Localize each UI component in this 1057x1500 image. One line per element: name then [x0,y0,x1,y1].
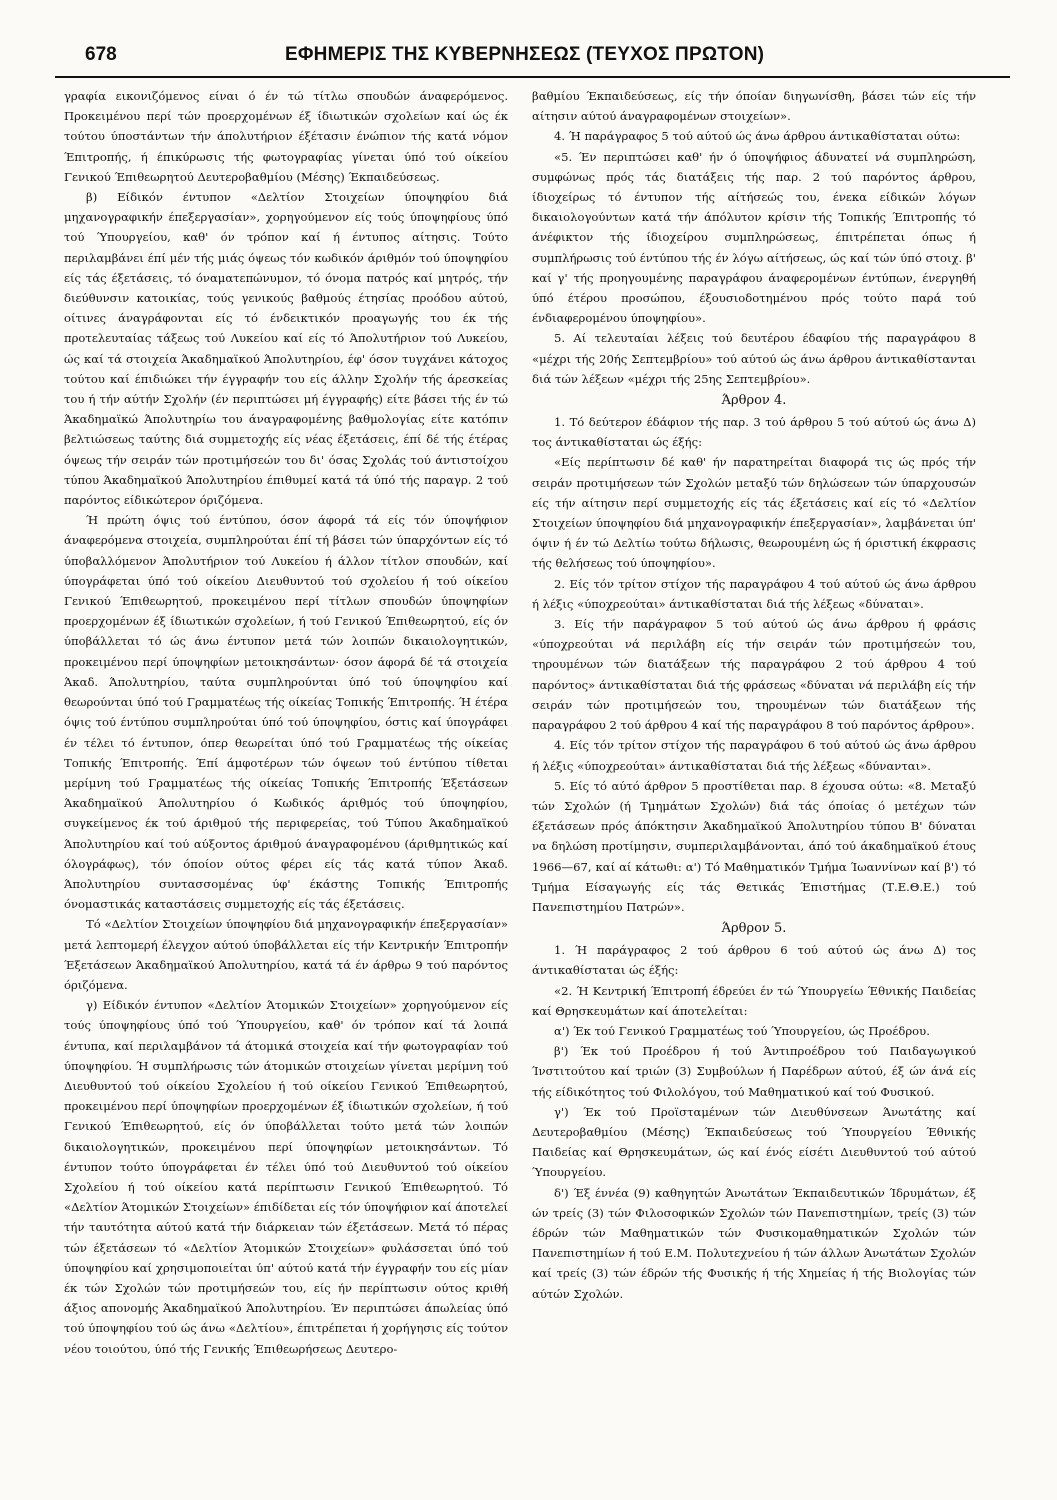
article-heading: Άρθρον 4. [721,393,787,409]
paragraph: 2. Είς τόν τρίτον στίχον τής παραγράφου 4 τού αύτού ώς άνω άρθρου ή λέξις «ύποχρεούται» άντικαθίσταται διά τής λέξεως «δύναται». [532,576,976,611]
paragraph: 1. Ή παράγραφος 2 τού άρθρου 6 τού αύτού ώς άνω Δ) τος άντικαθίσταται ώς έξής: [532,943,976,978]
paragraph: γ) Είδικόν έντυπον «Δελτίον Άτομικών Στοιχείων» χορηγούμενον είς τούς ύποψηφίους ύπό τού Ύπουργείου, καθ' όν τρόπον καί τά λοιπά έντυπα, καί περιλαμβάνον τά άτομικά στοιχεία καί τήν φωτογραφίαν τού ύποψηφίου. Ή συμπλήρωσις τών άτομικών στοιχείων γίνεται μερίμνη τού Διευθυντού τού οίκείου Σχολείου ή τού οίκείου Γενικού Έπιθεωρητού, προκειμένου περί ύποψηφίων προερχομένων έξ ίδιωτικών σχολείων, ή τού Γενικού Έπιθεωρητού, είς όν ύποβάλλεται τούτο μετά τών λοιπών δικαιολογητικών, προκειμένου περί ύποψηφίων μετοικησάντων. Τό έντυπον τούτο ύπογράφεται έν τέλει ύπό τού Διευθυντού τού οίκείου Σχολείου ή τού οίκείου κατά περίπτωσιν Γενικού Έπιθεωρητού. Τό «Δελτίον Άτομικών Στοιχείων» έπιδίδεται είς τόν ύποψήφιον καί άποτελεί τήν ταυτότητα αύτού κατά τήν διάρκειαν τών έξετάσεων. Μετά τό πέρας τών έξετάσεων τό «Δελτίον Άτομικών Στοιχείων» φυλάσσεται ύπό τού ύποψηφίου καί χρησιμοποιείται ύπ' αύτού κατά τήν έγγραφήν του είς μίαν έκ τών Σχολών τών προτιμήσεών του, είς ήν περίπτωσιν ούτος κριθή άξιος απονομής Άκαδημαϊκού Άπολυτηρίου. Έν περιπτώσει άπωλείας ύπό τού ύποψηφίου τού ώς άνω «Δελτίου», έπιτρέπεται ή χορήγησις είς τούτον νέου τοιούτου, ύπό τής Γενικής Έπιθεωρήσεως Δευτερο- [64,998,508,1356]
paragraph: 1. Τό δεύτερον έδάφιον τής παρ. 3 τού άρθρου 5 τού αύτού ώς άνω Δ) τος άντικαθίσταται ώς έξής: [532,415,976,450]
paragraph: «Είς περίπτωσιν δέ καθ' ήν παρατηρείται διαφορά τις ώς πρός τήν σειράν προτιμήσεων τών Σχολών μεταξύ τών δηλώσεων τών ύπαρχουσών είς τήν αίτησιν περί συμμετοχής είς τάς έξετάσεις καί είς τό «Δελτίον Στοιχείων ύποψηφίου διά μηχανογραφικήν έπεξεργασίαν», λαμβάνεται ύπ' όψιν ή έν τώ Δελτίω τούτω δήλωσις, θεωρουμένη ώς ή όριστική έκφρασις τής θελήσεως τού ύποψηφίου». [532,455,976,571]
paragraph: β') Έκ τού Προέδρου ή τού Άντιπροέδρου τού Παιδαγωγικού Ίνστιτούτου καί τριών (3) Συμβούλων ή Παρέδρων αύτού, έξ ών άνά είς τής είδικότητος τού Φιλολόγου, τού Μαθηματικού καί τού Φυσικού. [532,1044,976,1099]
article-heading: Άρθρον 5. [721,921,787,937]
paragraph: Ή πρώτη όψις τού έντύπου, όσον άφορά τά είς τόν ύποψήφιον άναφερόμενα στοιχεία, συμπληρούται έπί τή βάσει τών ύπαρχόντων είς τό ύποβαλλόμενον Άπολυτήριον τού Λυκείου ή άλλον τίτλον σπουδών, καί ύπογράφεται ύπό τού οίκείου Διευθυντού τού σχολείου ή τού οίκείου Γενικού Έπιθεωρητού, προκειμένου περί τίτλων σπουδών ύποψηφίων προερχομένων έξ ίδιωτικών σχολείων, ή τού Γενικού Έπιθεωρητού, είς όν ύποβάλλεται τό ώς άνω έντυπον μετά τών λοιπών δικαιολογητικών, προκειμένου περί ύποψηφίων μετοικησάντων· όσον άφορά δέ τά στοιχεία Άκαδ. Άπολυτηρίου, ταύτα συμπληρούνται ύπό τού ύποψηφίου καί θεωρούνται ύπό τού Γραμματέως τής οίκείας Τοπικής Έπιτροπής. Ή έτέρα όψις τού έντύπου συμπληρούται ύπό τού ύποψηφίου, όστις καί ύπογράφει έν τέλει τό έντυπον, όπερ θεωρείται ύπό τού Γραμματέως τής οίκείας Τοπικής Έπιτροπής. Έπί άμφοτέρων τών όψεων τού έντύπου τίθεται μερίμνη τού Γραμματέως τής οίκείας Τοπικής Έπιτροπής Έξετάσεων Άκαδημαϊκού Άπολυτηρίου ό Κωδικός άριθμός τού ύποψηφίου, συγκείμενος έκ τού άριθμού τής περιφερείας, τού Τύπου Άκαδημαϊκού Άπολυτηρίου καί τού αύξοντος άριθμού άναγραφομένου (άριθμητικώς καί όλογράφως), τόν όποίον ούτος φέρει είς τάς κατά τύπον Άκαδ. Άπολυτηρίου συντασσομένας ύφ' έκάστης Τοπικής Έπιτροπής όνομαστικάς καταστάσεις συμμετοχής είς τάς έξετάσεις. [64,513,508,912]
paragraph: γραφία εικονιζόμενος είναι ό έν τώ τίτλω σπουδών άναφερόμενος. Προκειμένου περί τών προερχομένων έξ ίδιωτικών σχολείων καί ώς έκ τούτου ύποστάντων τήν άπολυτήριον έξέτασιν ένώπιον τής κατά νόμον Έπιτροπής, ή έπικύρωσις τής φωτογραφίας γίνεται ύπό τού οίκείου Γενικού Έπιθεωρητού Δευτεροβαθμίου (Μέσης) Έκπαιδεύσεως. [64,89,508,184]
left-column [64,86,508,1486]
paragraph: 5. Είς τό αύτό άρθρον 5 προστίθεται παρ. 8 έχουσα ούτω: «8. Μεταξύ τών Σχολών (ή Τμημάτων Σχολών) διά τάς όποίας ό μετέχων τών έξετάσεων πρός άπόκτησιν Άκαδημαϊκού Άπολυτηρίου τύπου Β' δύναται να δηλώση προτίμησιν, συμπεριλαμβάνονται, άπό τού άκαδημαϊκού έτους 1966—67, καί αί κάτωθι: α') Τό Μαθηματικόν Τμήμα Ίωαννίνων καί β') τό Τμήμα Είσαγωγής είς τάς Θετικάς Έπιστήμας (Τ.Ε.Θ.Ε.) τού Πανεπιστημίου Πατρών». [532,778,976,914]
page-header [55,40,1010,78]
right-column [532,86,976,1486]
paragraph: 4. Ή παράγραφος 5 τού αύτού ώς άνω άρθρου άντικαθίσταται ούτω: [554,129,961,144]
paragraph: 4. Είς τόν τρίτον στίχον τής παραγράφου 6 τού αύτού ώς άνω άρθρου ή λέξις «ύποχρεούται» άντικαθίσταται διά τής λέξεως «δύνανται». [532,738,976,773]
page-number: 678 [85,44,117,65]
paragraph: α') Έκ τού Γενικού Γραμματέως τού Ύπουργείου, ώς Προέδρου. [554,1023,930,1038]
paragraph: 3. Είς τήν παράγραφον 5 τού αύτού ώς άνω άρθρου ή φράσις «ύποχρεούται νά περιλάβη είς τήν σειράν τών προτιμήσεών του, τηρουμένων τών διατάξεων τής παραγράφου 2 τού άρθρου 4 τού παρόντος» άντικαθίσταται διά τής φράσεως «δύναται νά περιλάβη είς τήν σειράν τών προτιμήσεών του, τηρουμένων τών διατάξεων τής παραγράφου 2 τού άρθρου 4 καί τής παραγράφου 8 τού παρόντος άρθρου». [532,617,976,733]
paragraph: «2. Ή Κεντρική Έπιτροπή έδρεύει έν τώ Ύπουργείω Έθνικής Παιδείας καί Θρησκευμάτων καί άποτελείται: [532,983,976,1018]
paragraph: γ') Έκ τού Προϊσταμένων τών Διευθύνσεων Άνωτάτης καί Δευτεροβαθμίου (Μέσης) Έκπαιδεύσεως τού Ύπουργείου Έθνικής Παιδείας καί Θρησκευμάτων, ώς καί ένός είσέτι Διευθυντού τού αύτού Ύπουργείου. [532,1104,976,1180]
paragraph: β) Είδικόν έντυπον «Δελτίον Στοιχείων ύποψηφίου διά μηχανογραφικήν έπεξεργασίαν», χορηγούμενον είς τούς ύποψηφίους ύπό τού Ύπουργείου, καθ' όν τρόπον καί ή έντυπος αίτησις. Τούτο περιλαμβάνει έπί μέν τής μιάς όψεως τόν κωδικόν άριθμόν τού ύποψηφίου είς τάς έξετάσεις, τό όναματεπώνυμον, τό όνομα πατρός καί μητρός, τήν διεύθυνσιν κατοικίας, τούς γενικούς βαθμούς έτησίας προόδου αύτού, οίτινες άναγράφονται είς τό ένδεικτικόν προαγωγής του έκ τής προτελευταίας τάξεως τού Λυκείου καί είς τό Άπολυτήριον τού Λυκείου, ώς καί τά στοιχεία Άκαδημαϊκού Άπολυτηρίου, έφ' όσον τυγχάνει κάτοχος τούτου καί έπιδιώκει τήν έγγραφήν του είς άλλην Σχολήν τής άρεσκείας του ή τήν αύτήν Σχολήν (έν περιπτώσει μή έγγραφής) είτε βάσει τής έν τώ Άκαδημαϊκώ Άπολυτηρίω του άναγραφομένης βαθμολογίας είτε κατόπιν βελτιώσεως ταύτης διά συμμετοχής είς νέας έξετάσεις, έπί δέ τής έτέρας όψεως τήν σειράν τών προτιμήσεών του δι' όσας Σχολάς τού άντιστοίχου τύπου Άκαδημαϊκού Άπολυτηρίου έπιθυμεί κατά τά ύπό τής παραγρ. 2 τού παρόντος είδικώτερον όριζόμενα. [64,190,508,508]
paragraph: «5. Έν περιπτώσει καθ' ήν ό ύποψήφιος άδυνατεί νά συμπληρώση, συμφώνως πρός τάς διατάξεις τής παρ. 2 τού παρόντος άρθρου, ίδιοχείρως τό έντυπον τής αίτήσεώς του, ένεκα είδικών λόγων δικαιολογούντων κατά τήν άπόλυτον κρίσιν τής Τοπικής Έπιτροπής τό άνέφικτον τής ίδιοχείρου συμπληρώσεως, έπιτρέπεται όπως ή συμπλήρωσις τού έντύπου τής έν λόγω αίτήσεως, ώς καί τών ύπό στοιχ. β' καί γ' τής προηγουμένης παραγράφου άναφερομένων έντύπων, ένεργηθή ύπό έτέρου προσώπου, έξουσιοδοτημένου πρός τούτο παρά τού ένδιαφερομένου ύποψηφίου». [532,149,976,326]
journal-title: ΕΦΗΜΕΡΙΣ ΤΗΣ ΚΥΒΕΡΝΗΣΕΩΣ (ΤΕΥΧΟΣ ΠΡΩΤΟΝ) [285,44,765,65]
paragraph: 5. Αί τελευταίαι λέξεις τού δευτέρου έδαφίου τής παραγράφου 8 «μέχρι τής 20ής Σεπτεμβρίου» τού αύτού ώς άνω άρθρου άντικαθίστανται διά τών λέξεων «μέχρι τής 25ης Σεπτεμβρίου». [532,331,976,386]
paragraph: βαθμίου Έκπαιδεύσεως, είς τήν όποίαν διηγωνίσθη, βάσει τών είς τήν αίτησιν αύτού άναγραφομένων στοιχείων». [532,89,976,124]
paragraph: Τό «Δελτίον Στοιχείων ύποψηφίου διά μηχανογραφικήν έπεξεργασίαν» μετά λεπτομερή έλεγχον αύτού ύποβάλλεται είς τήν Κεντρικήν Έπιτροπήν Έξετάσεων Άκαδημαϊκού Άπολυτηρίου, κατά τά έν άρθρω 9 τού παρόντος όριζόμενα. [64,917,508,992]
paragraph: δ') Έξ έννέα (9) καθηγητών Άνωτάτων Έκπαιδευτικών Ίδρυμάτων, έξ ών τρείς (3) τών Φιλοσοφικών Σχολών τών Πανεπιστημίων, τρείς (3) τών έδρών τών Μαθηματικών τών Φυσικομαθηματικών Σχολών τών Πανεπιστημίων ή τού Ε.Μ. Πολυτεχνείου ή τών άλλων Άνωτάτων Σχολών καί τρείς (3) τών έδρών τής Φυσικής ή τής Χημείας ή τής Βιολογίας τών αύτών Σχολών. [532,1185,976,1301]
